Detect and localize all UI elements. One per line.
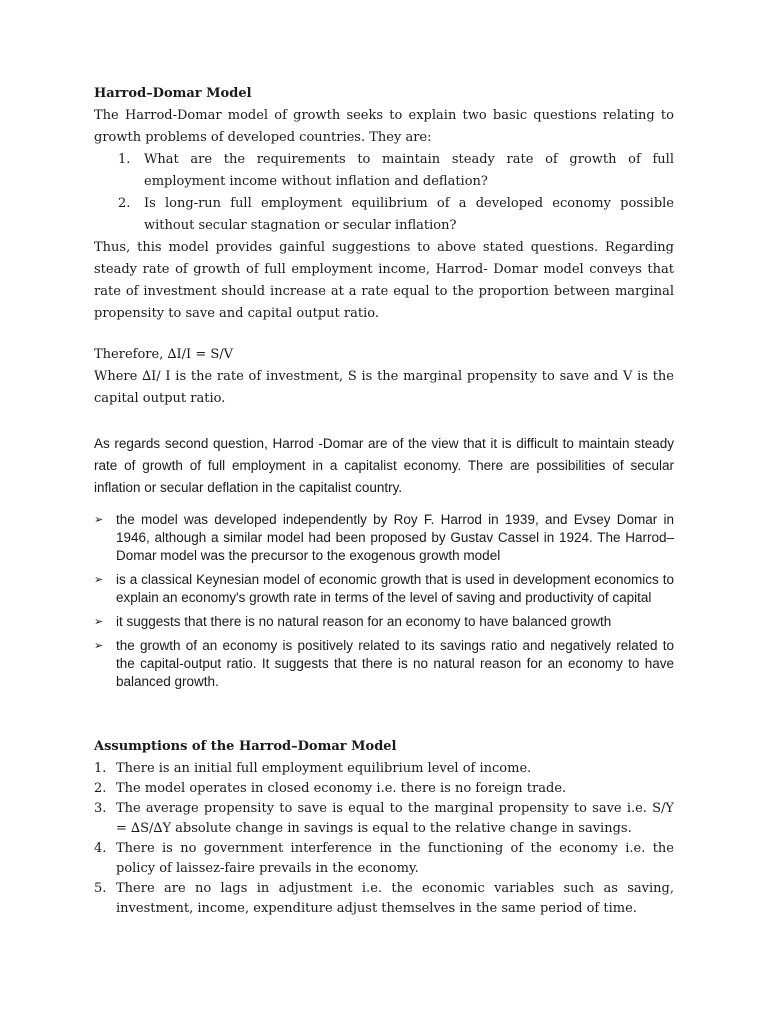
list-number: 1. <box>94 761 107 776</box>
list-text: The model operates in closed economy i.e. there is no foreign trade. <box>116 781 567 796</box>
list-item <box>94 779 674 799</box>
list-item <box>94 839 674 879</box>
arrow-bullet-icon: ➢ <box>94 615 104 628</box>
list-item <box>94 149 674 193</box>
section-harrod-domar <box>94 83 674 325</box>
list-text: There is no government interference in the functioning of the economy i.e. the policy of laissez-faire prevails in the economy. <box>116 841 674 876</box>
formula-block <box>94 344 674 410</box>
list-text: Is long-run full employment equilibrium of a developed economy possible without secular stagnation or secular inflation? <box>144 196 674 233</box>
bullet-text: the growth of an economy is positively related to its savings ratio and negatively related to the capital-output ratio. It suggests that there is no natural reason for an economy to have balanced growth. <box>116 638 674 689</box>
where-paragraph: Where ∆I/ I is the rate of investment, S is the marginal propensity to save and V is the capital output ratio. <box>94 369 674 406</box>
section-title: Harrod–Domar Model <box>94 86 252 101</box>
questions-list <box>94 149 674 237</box>
list-item <box>94 759 674 779</box>
list-text: What are the requirements to maintain steady rate of growth of full employment income without inflation and deflation? <box>144 152 674 189</box>
arrow-bullet-icon: ➢ <box>94 573 104 586</box>
list-text: The average propensity to save is equal to the marginal propensity to save i.e. S/Y = ∆S/∆Y absolute change in savings is equal to the relative change in savings. <box>116 801 674 836</box>
assumptions-title: Assumptions of the Harrod–Domar Model <box>94 739 397 754</box>
list-text: There is an initial full employment equilibrium level of income. <box>116 761 532 776</box>
arrow-bullet-icon: ➢ <box>94 513 104 526</box>
list-number: 4. <box>94 841 107 856</box>
list-number: 3. <box>94 801 107 816</box>
bullet-item <box>94 613 674 631</box>
bullet-item <box>94 637 674 691</box>
bullet-text: is a classical Keynesian model of economic growth that is used in development economics to explain an economy's growth rate in terms of the level of saving and productivity of capital <box>116 572 674 605</box>
formula-line: Therefore, ∆I/I = S/V <box>94 347 234 362</box>
second-question-paragraph: As regards second question, Harrod -Domar are of the view that it is difficult to maintain steady rate of growth of full employment in a capitalist economy. There are possibilities of secular inflation or secular deflation in the capitalist country. <box>94 436 674 495</box>
list-item <box>94 799 674 839</box>
list-number: 1. <box>118 152 131 167</box>
list-number: 5. <box>94 881 107 896</box>
assumptions-list <box>94 759 674 919</box>
bullet-list <box>94 511 674 691</box>
arrow-bullet-icon: ➢ <box>94 639 104 652</box>
assumptions-section <box>94 736 674 919</box>
bullet-section <box>94 511 674 697</box>
bullet-item <box>94 511 674 565</box>
thus-paragraph: Thus, this model provides gainful suggestions to above stated questions. Regarding steady rate of growth of full employment income, Harrod- Domar model conveys that rate of investment should increase at a rate equal to the proportion between marginal propensity to save and capital output ratio. <box>94 240 674 321</box>
list-item <box>94 193 674 237</box>
list-item <box>94 879 674 919</box>
bullet-text: it suggests that there is no natural reason for an economy to have balanced growth <box>116 614 612 629</box>
intro-paragraph: The Harrod-Domar model of growth seeks to explain two basic questions relating to growth problems of developed countries. They are: <box>94 108 674 145</box>
list-number: 2. <box>118 196 131 211</box>
bullet-item <box>94 571 674 607</box>
list-number: 2. <box>94 781 107 796</box>
bullet-text: the model was developed independently by Roy F. Harrod in 1939, and Evsey Domar in 1946, although a similar model had been proposed by Gustav Cassel in 1924. The Harrod–Domar model was the precursor to the exogenous growth model <box>116 512 674 563</box>
list-text: There are no lags in adjustment i.e. the economic variables such as saving, investment, income, expenditure adjust themselves in the same period of time. <box>116 881 674 916</box>
